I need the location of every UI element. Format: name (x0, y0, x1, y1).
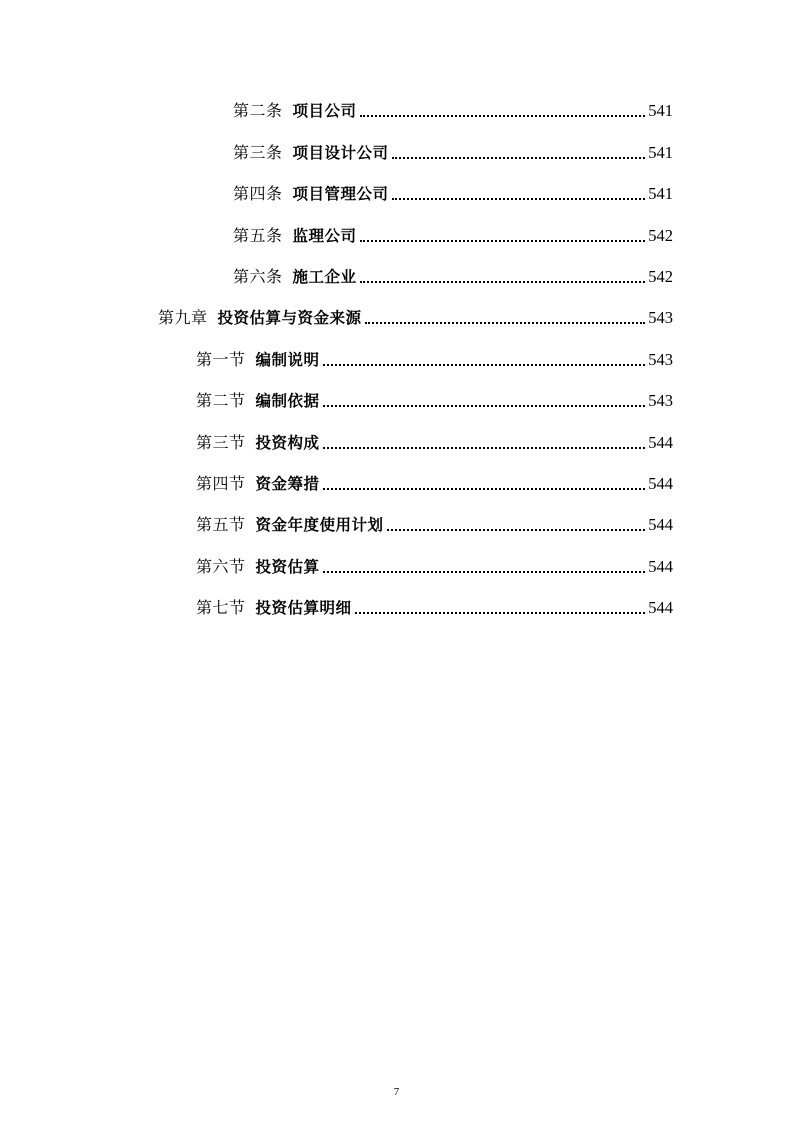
toc-entry-prefix: 第二条 (233, 101, 283, 120)
toc-entry-title: 投资构成 (255, 434, 320, 452)
toc-entry-page: 541 (648, 143, 673, 162)
toc-entry-page: 542 (648, 267, 673, 286)
toc-leader-dots (323, 488, 646, 490)
toc-entry-page: 544 (648, 515, 673, 534)
toc-leader-dots (387, 529, 646, 531)
toc-entry-title: 施工企业 (292, 268, 357, 286)
toc-entry-prefix: 第三节 (196, 433, 246, 452)
toc-entry-page: 544 (648, 474, 673, 493)
toc-entry-title: 投资估算与资金来源 (217, 309, 362, 327)
toc-entry[interactable] (233, 262, 673, 288)
toc-entry-page: 541 (648, 184, 673, 203)
toc-entry[interactable] (196, 386, 673, 412)
toc-leader-dots (360, 240, 646, 242)
toc-entry-title: 资金年度使用计划 (255, 516, 384, 534)
toc-entry-prefix: 第二节 (196, 391, 246, 410)
toc-entry-title: 资金筹措 (255, 475, 320, 493)
toc-entry-prefix: 第五条 (233, 226, 283, 245)
toc-entry-prefix: 第五节 (196, 515, 246, 534)
page-number: 7 (393, 1086, 400, 1098)
toc-leader-dots (365, 322, 646, 324)
toc-entry-prefix: 第六条 (233, 267, 283, 286)
toc-entry[interactable] (196, 345, 673, 371)
toc-entry[interactable] (233, 221, 673, 247)
toc-leader-dots (323, 364, 646, 366)
toc-leader-dots (323, 571, 646, 573)
toc-entry-page: 544 (648, 433, 673, 452)
toc-entry-title: 编制说明 (255, 351, 320, 369)
toc-entry-title: 项目公司 (292, 102, 357, 120)
toc-entry-title: 项目设计公司 (292, 144, 389, 162)
toc-entry[interactable] (233, 138, 673, 164)
toc-entry-title: 项目管理公司 (292, 185, 389, 203)
toc-entry-title: 投资估算 (255, 558, 320, 576)
toc-entry-prefix: 第九章 (158, 308, 208, 327)
toc-leader-dots (323, 405, 646, 407)
toc-entry-prefix: 第六节 (196, 557, 246, 576)
toc-entry[interactable] (196, 428, 673, 454)
toc-entry-title: 投资估算明细 (255, 599, 352, 617)
toc-entry[interactable] (196, 593, 673, 619)
toc-entry[interactable] (233, 179, 673, 205)
toc-entry-page: 544 (648, 598, 673, 617)
toc-entry[interactable] (196, 510, 673, 536)
toc-entry[interactable] (196, 469, 673, 495)
toc-entry-prefix: 第三条 (233, 143, 283, 162)
toc-entry-prefix: 第四条 (233, 184, 283, 203)
toc-entry-page: 544 (648, 557, 673, 576)
toc-entry-page: 541 (648, 101, 673, 120)
toc-entry-title: 监理公司 (292, 227, 357, 245)
toc-entry-page: 543 (648, 391, 673, 410)
toc-entry-page: 543 (648, 308, 673, 327)
toc-entry-page: 542 (648, 226, 673, 245)
toc-leader-dots (360, 281, 646, 283)
toc-leader-dots (392, 157, 646, 159)
toc-leader-dots (392, 198, 646, 200)
toc-entry[interactable] (233, 96, 673, 122)
toc-entry-prefix: 第一节 (196, 350, 246, 369)
toc-entry-page: 543 (648, 350, 673, 369)
toc-entry-title: 编制依据 (255, 392, 320, 410)
toc-entry-prefix: 第四节 (196, 474, 246, 493)
toc-leader-dots (355, 612, 646, 614)
toc-leader-dots (360, 115, 646, 117)
toc-chapter-entry[interactable] (158, 303, 673, 329)
toc-leader-dots (323, 447, 646, 449)
toc-entry[interactable] (196, 552, 673, 578)
toc-entry-prefix: 第七节 (196, 598, 246, 617)
